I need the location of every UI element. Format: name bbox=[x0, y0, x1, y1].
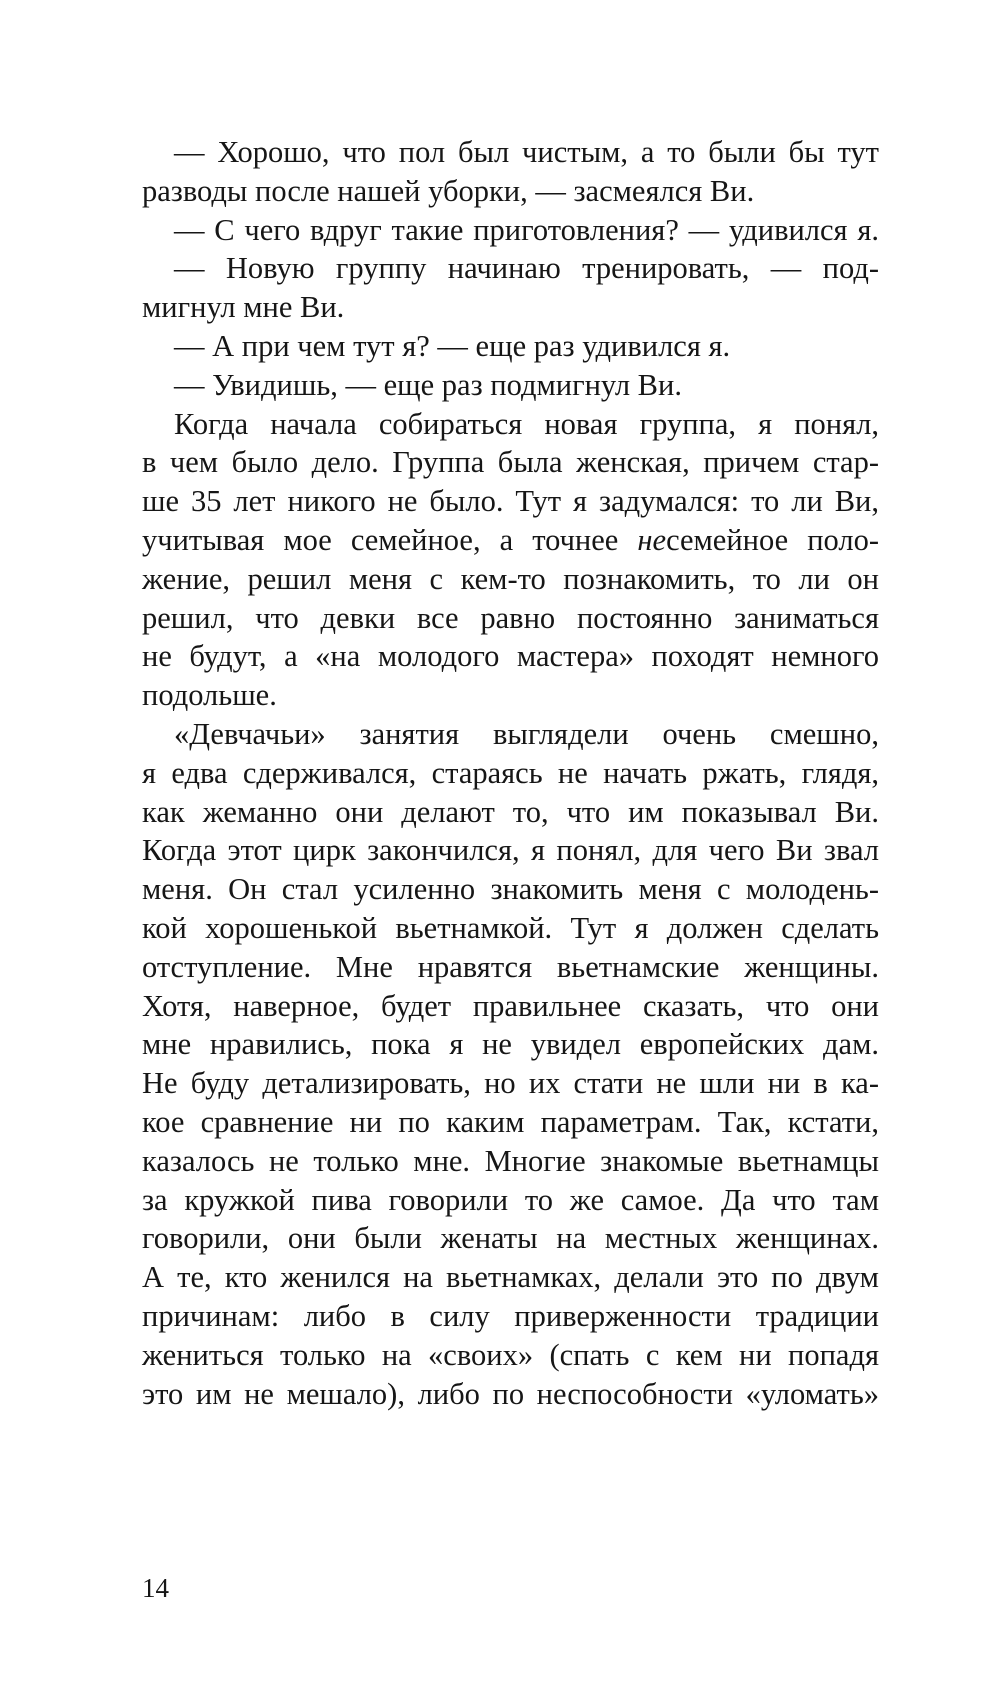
text-line: как жеманно они делают то, что им показывал Ви. bbox=[142, 794, 879, 829]
text-line: — Хорошо, что пол был чистым, а то были бы тут bbox=[174, 135, 879, 169]
text-line: подольше. bbox=[142, 678, 277, 713]
text-line: — Новую группу начинаю тренировать, — под- bbox=[174, 251, 879, 286]
text-line: ше 35 лет никого не было. Тут я задумался: то ли Ви, bbox=[142, 484, 879, 519]
text-line: отступление. Мне нравятся вьетнамские женщины. bbox=[142, 949, 879, 984]
text-line: за кружкой пива говорили то же самое. Да что там bbox=[142, 1182, 879, 1217]
text-line: жениться только на «своих» (спать с кем ни попадя bbox=[142, 1337, 879, 1372]
text-line: меня. Он стал усиленно знакомить меня с молодень- bbox=[142, 872, 879, 907]
text-line bbox=[142, 521, 879, 560]
text-line: решил, что девки все равно постоянно заниматься bbox=[142, 600, 879, 635]
text-line: кое сравнение ни по каким параметрам. Так, кстати, bbox=[142, 1104, 879, 1139]
text-run: семейное поло- bbox=[666, 522, 879, 557]
text-line: причинам: либо в силу приверженности традиции bbox=[142, 1298, 879, 1333]
text-line: А те, кто женился на вьетнамках, делали это по двум bbox=[142, 1260, 879, 1295]
text-line: кой хорошенькой вьетнамкой. Тут я должен сделать bbox=[142, 910, 879, 945]
text-line: Когда этот цирк закончился, я понял, для чего Ви звал bbox=[142, 833, 879, 868]
page-number: 14 bbox=[142, 1573, 169, 1603]
text-line: мне нравились, пока я не увидел европейских дам. bbox=[142, 1027, 879, 1062]
text-line: Когда начала собираться новая группа, я понял, bbox=[174, 406, 879, 441]
body-text bbox=[142, 133, 879, 1413]
text-line: — С чего вдруг такие приготовления? — удивился я. bbox=[174, 212, 879, 247]
text-run: учитывая мое семейное, а точнее bbox=[142, 522, 638, 557]
text-line: я едва сдерживался, стараясь не начать ржать, глядя, bbox=[142, 755, 879, 790]
text-line: Хотя, наверное, будет правильнее сказать, что они bbox=[142, 988, 879, 1023]
text-line: разводы после нашей уборки, — засмеялся Ви. bbox=[142, 173, 755, 208]
text-line: «Девчачьи» занятия выглядели очень смешно, bbox=[174, 716, 879, 751]
text-line: не будут, а «на молодого мастера» походят немного bbox=[142, 639, 879, 674]
text-line: Не буду детализировать, но их стати не шли ни в ка- bbox=[142, 1066, 879, 1101]
italic-text-run: не bbox=[637, 522, 667, 557]
text-line: — А при чем тут я? — еще раз удивился я. bbox=[174, 328, 731, 363]
text-line: говорили, они были женаты на местных женщинах. bbox=[142, 1221, 879, 1256]
text-line: в чем было дело. Группа была женская, причем стар- bbox=[142, 445, 879, 480]
text-line: жение, решил меня с кем-то познакомить, то ли он bbox=[142, 561, 879, 596]
text-line: — Увидишь, — еще раз подмигнул Ви. bbox=[174, 367, 682, 402]
text-line: казалось не только мне. Многие знакомые вьетнамцы bbox=[142, 1143, 879, 1178]
text-line: это им не мешало), либо по неспособности «уломать» bbox=[142, 1376, 879, 1411]
text-line: мигнул мне Ви. bbox=[142, 290, 345, 325]
